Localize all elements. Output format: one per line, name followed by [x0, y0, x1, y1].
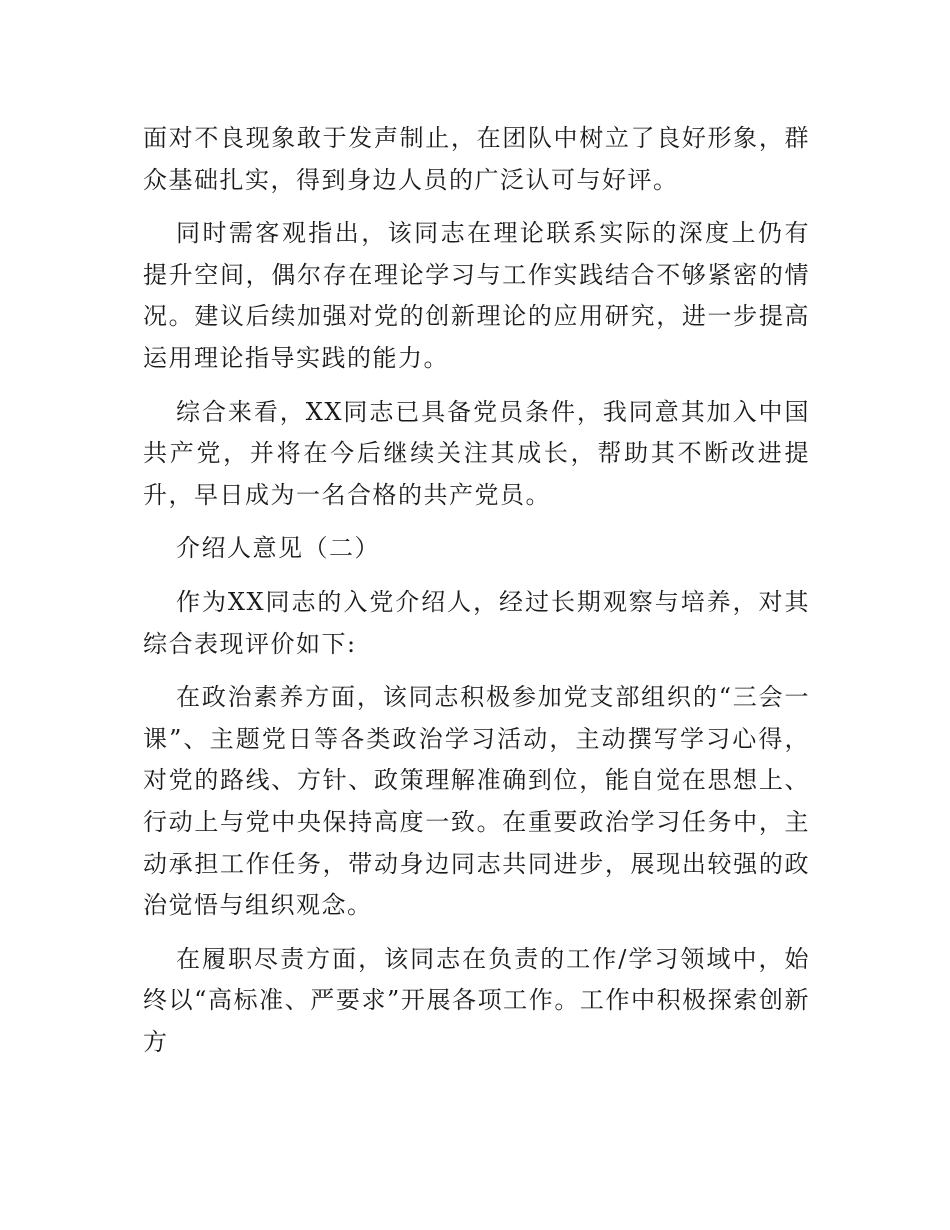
- paragraph-conclusion: 综合来看，XX同志已具备党员条件，我同意其加入中国共产党，并将在今后继续关注其成长，帮助其不断改进提升，早日成为一名合格的共产党员。: [143, 397, 810, 509]
- paragraph-intro: 作为XX同志的入党介绍人，经过长期观察与培养，对其综合表现评价如下:: [143, 587, 810, 658]
- section-heading-introducer-opinion-2: 介绍人意见（二）: [176, 534, 380, 563]
- paragraph-political-quality: 在政治素养方面，该同志积极参加党支部组织的“三会一课”、主题党日等各类政治学习活动，主动撰写学习心得，对党的路线、方针、政策理解准确到位，能自觉在思想上、行动上与党中央保持高度一致。在重要政治学习任务中，主动承担工作任务，带动身边同志共同进步，展现出较强的政治觉悟与组织观念。: [143, 683, 810, 920]
- document-body: [143, 118, 810, 1075]
- paragraph-duty-performance: 在履职尽责方面，该同志在负责的工作/学习领域中，始终以“高标准、严要求”开展各项工作。工作中积极探索创新方: [143, 944, 810, 1056]
- paragraph-shortcomings: 同时需客观指出，该同志在理论联系实际的深度上仍有提升空间，偶尔存在理论学习与工作实践结合不够紧密的情况。建议后续加强对党的创新理论的应用研究，进一步提高运用理论指导实践的能力。: [143, 219, 810, 372]
- paragraph-continuation: 面对不良现象敢于发声制止，在团队中树立了良好形象，群众基础扎实，得到身边人员的广泛认可与好评。: [143, 124, 810, 194]
